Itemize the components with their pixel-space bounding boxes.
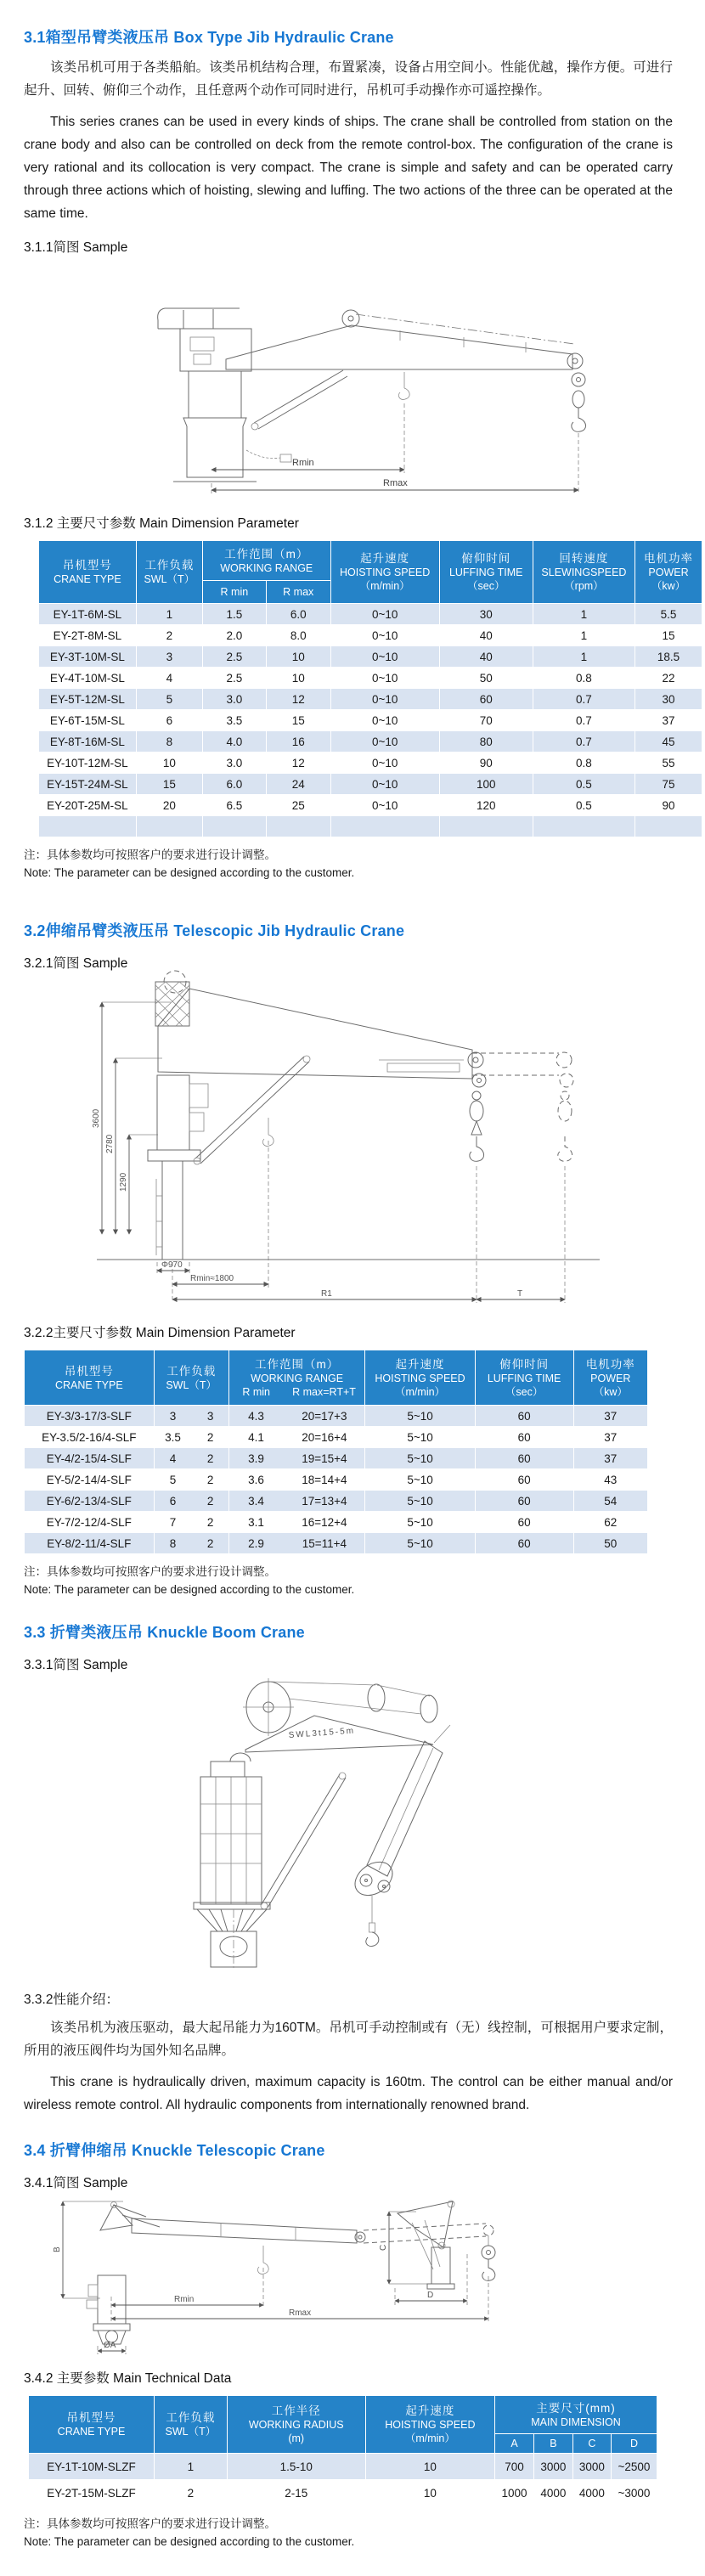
main-dimension-table	[24, 1350, 648, 1554]
note-cn: 注：具体参数均可按照客户的要求进行设计调整。	[24, 848, 276, 861]
knuckle-telescopic-crane-drawing	[51, 2195, 527, 2356]
table-cell: 3000	[533, 2454, 572, 2480]
table-cell: 60	[475, 1448, 573, 1469]
table-cell: EY-6T-15M-SL	[39, 710, 137, 731]
table-cell: 2	[192, 1448, 228, 1469]
dim-label-dia-a: ØA	[104, 2341, 116, 2350]
table-body	[29, 2454, 657, 2506]
knuckle-boom-crane-drawing	[194, 1677, 474, 1974]
col-r-min: R min	[242, 1385, 270, 1398]
table-cell: 6	[136, 710, 202, 731]
table-cell: EY-15T-24M-SL	[39, 774, 137, 795]
main-dimension-table	[38, 540, 702, 837]
table-cell: 37	[573, 1427, 647, 1448]
table-cell: 0~10	[330, 668, 439, 689]
table-header	[25, 1350, 648, 1406]
table-cell: 17=13+4	[284, 1491, 365, 1512]
table-cell: 6.0	[266, 604, 330, 625]
table-cell: 0~10	[330, 625, 439, 646]
table-header	[39, 541, 702, 604]
table-cell: 0.8	[533, 668, 634, 689]
paragraph-en: This series cranes can be used in every kinds of ships. The crane shall be controlled from station on the crane body and also can be controlled on deck from the remote control-box. The configuration of the crane is very rational and its collocation is very compact. The crane is simple and safety and can be operated carry through three actions which of hoisting, slewing and luffing. The two actions of the three can be operated at the same time.	[24, 115, 673, 221]
table-cell: 5~10	[365, 1512, 475, 1533]
table-cell: 19=15+4	[284, 1448, 365, 1469]
sample-heading: 3.3.1简图 Sample	[24, 1658, 128, 1672]
table-body	[25, 1406, 648, 1554]
table-cell: 5~10	[365, 1469, 475, 1491]
table-cell: EY-3.5/2-16/4-SLF	[25, 1427, 155, 1448]
table-cell: EY-20T-25M-SL	[39, 795, 137, 816]
table-cell: 43	[573, 1469, 647, 1491]
table-cell: 4000	[533, 2480, 572, 2506]
table-cell: 37	[573, 1448, 647, 1469]
table-cell: 0~10	[330, 604, 439, 625]
table-cell: 10	[266, 668, 330, 689]
table-cell: 2	[192, 1512, 228, 1533]
table-cell: 5~10	[365, 1406, 475, 1427]
table-cell: 0~10	[330, 710, 439, 731]
table-cell: 5~10	[365, 1427, 475, 1448]
dimension-heading: 3.1.2 主要尺寸参数 Main Dimension Parameter	[24, 516, 299, 531]
sample-heading: 3.1.1简图 Sample	[24, 240, 128, 255]
dim-label-2780: 2780	[105, 1134, 115, 1153]
table-cell: 0.5	[533, 774, 634, 795]
table-cell: 5~10	[365, 1533, 475, 1554]
col-crane-type: 吊机型号 CRANE TYPE	[25, 1350, 155, 1406]
table-cell: 7	[154, 1512, 192, 1533]
table-cell: 75	[635, 774, 702, 795]
table-cell: 20	[136, 795, 202, 816]
sample-heading: 3.2.1简图 Sample	[24, 956, 128, 971]
table-cell: 3.0	[202, 753, 266, 774]
section-title: 3.1箱型吊臂类液压吊 Box Type Jib Hydraulic Crane	[24, 29, 394, 46]
table-cell: EY-7/2-12/4-SLF	[25, 1512, 155, 1533]
performance-en: This crane is hydraulically driven, maximum capacity is 160tm. The control can be either manual and/or wireless remote control. All hydraulic components from internationally renowned brand.	[24, 2075, 673, 2112]
main-technical-data-table	[28, 2395, 657, 2506]
table-cell: 60	[439, 689, 533, 710]
table-cell: EY-4T-10M-SL	[39, 668, 137, 689]
note-en: Note: The parameter can be designed according to the customer.	[24, 1583, 355, 1596]
table-cell: 3000	[572, 2454, 611, 2480]
section-box-type-jib-crane	[24, 25, 694, 882]
sample-heading: 3.4.1简图 Sample	[24, 2176, 128, 2190]
table-cell: 4	[136, 668, 202, 689]
table-cell: 1.5-10	[227, 2454, 365, 2480]
col-power: 电机功率 POWER （kw）	[573, 1350, 647, 1406]
dim-label-1290: 1290	[119, 1172, 128, 1192]
table-cell: 3.6	[228, 1469, 284, 1491]
box-jib-crane-drawing	[99, 259, 625, 501]
section-title: 3.3 折臂类液压吊 Knuckle Boom Crane	[24, 1624, 305, 1641]
table-cell: 18.5	[635, 646, 702, 668]
table-cell: 3	[192, 1406, 228, 1427]
table-row	[39, 710, 702, 731]
table-cell: 0.7	[533, 710, 634, 731]
table-row	[25, 1512, 648, 1533]
dim-label-t: T	[517, 1289, 523, 1299]
table-cell: 10	[365, 2480, 494, 2506]
dim-label-rmin: Rmin	[174, 2295, 195, 2304]
table-cell	[330, 816, 439, 837]
note-cn: 注：具体参数均可按照客户的要求进行设计调整。	[24, 2517, 276, 2530]
table-cell: 20=16+4	[284, 1427, 365, 1448]
table-cell: 8	[136, 731, 202, 753]
dim-label-c: C	[379, 2244, 388, 2251]
table-cell: 30	[439, 604, 533, 625]
table-cell: EY-6/2-13/4-SLF	[25, 1491, 155, 1512]
table-cell: 0~10	[330, 774, 439, 795]
table-cell: 40	[439, 625, 533, 646]
table-cell: 3.5	[154, 1427, 192, 1448]
col-hoisting-speed: 起升速度 HOISTING SPEED （m/min）	[330, 541, 439, 604]
table-row	[25, 1406, 648, 1427]
table-cell	[39, 816, 137, 837]
table-cell: 90	[635, 795, 702, 816]
table-row	[25, 1533, 648, 1554]
table-cell: 50	[439, 668, 533, 689]
table-cell: 30	[635, 689, 702, 710]
table-cell: 50	[573, 1533, 647, 1554]
technical-data-heading: 3.4.2 主要参数 Main Technical Data	[24, 2371, 232, 2386]
table-cell: 10	[136, 753, 202, 774]
dim-label-rmax: Rmax	[383, 478, 408, 488]
table-cell: EY-5/2-14/4-SLF	[25, 1469, 155, 1491]
table-cell: 62	[573, 1512, 647, 1533]
table-cell: 0~10	[330, 753, 439, 774]
note	[24, 846, 674, 882]
table-cell: 2.9	[228, 1533, 284, 1554]
table-cell: 20=17+3	[284, 1406, 365, 1427]
table-row	[39, 774, 702, 795]
dim-label-r1: R1	[321, 1289, 332, 1299]
table-cell: 0~10	[330, 795, 439, 816]
table-cell: 2	[155, 2480, 228, 2506]
table-cell: 60	[475, 1406, 573, 1427]
table-cell: 0~10	[330, 646, 439, 668]
table-cell: 2	[192, 1427, 228, 1448]
table-cell: 24	[266, 774, 330, 795]
table-row	[39, 731, 702, 753]
table-cell: 8.0	[266, 625, 330, 646]
table-cell: 4.1	[228, 1427, 284, 1448]
table-cell: 60	[475, 1512, 573, 1533]
table-cell: 0.5	[533, 795, 634, 816]
table-cell: 5	[154, 1469, 192, 1491]
table-cell: ~3000	[611, 2480, 657, 2506]
table-cell	[533, 816, 634, 837]
table-cell: 55	[635, 753, 702, 774]
table-cell: EY-3/3-17/3-SLF	[25, 1406, 155, 1427]
table-cell: 6	[154, 1491, 192, 1512]
performance-cn: 该类吊机为液压驱动，最大起吊能力为160TM。吊机可手动控制或有（无）线控制，可根据用户要求定制，所用的液压阀件均为国外知名品牌。	[24, 2021, 673, 2058]
table-cell: 12	[266, 689, 330, 710]
table-cell	[136, 816, 202, 837]
table-cell: 15	[635, 625, 702, 646]
table-cell: 4000	[572, 2480, 611, 2506]
col-r-max: R max	[266, 581, 330, 604]
note	[24, 1563, 674, 1598]
table-cell: 10	[365, 2454, 494, 2480]
table-body	[39, 604, 702, 837]
table-cell: 100	[439, 774, 533, 795]
table-row	[25, 1427, 648, 1448]
table-cell: 5.5	[635, 604, 702, 625]
table-cell: 12	[266, 753, 330, 774]
table-row	[39, 646, 702, 668]
table-cell: 2.5	[202, 646, 266, 668]
col-working-range: 工作范围（m） WORKING RANGE	[202, 541, 330, 581]
table-cell: 15=11+4	[284, 1533, 365, 1554]
table-cell: 2	[192, 1491, 228, 1512]
table-cell: 3.9	[228, 1448, 284, 1469]
table-cell: 2	[192, 1469, 228, 1491]
col-power: 电机功率 POWER （kw）	[635, 541, 702, 604]
table-cell: 5	[136, 689, 202, 710]
table-cell: 0.8	[533, 753, 634, 774]
col-dim-a: A	[495, 2434, 534, 2454]
col-luffing-time: 俯仰时间 LUFFING TIME （sec）	[475, 1350, 573, 1406]
col-working-range: 工作范围（m） WORKING RANGE R min R max=RT+T	[228, 1350, 365, 1406]
table-row	[29, 2480, 657, 2506]
table-cell: 80	[439, 731, 533, 753]
table-cell: 4.3	[228, 1406, 284, 1427]
table-cell: 0~10	[330, 689, 439, 710]
table-row	[39, 689, 702, 710]
table-cell: 3.5	[202, 710, 266, 731]
table-row	[39, 816, 702, 837]
table-cell: 16	[266, 731, 330, 753]
table-cell: 25	[266, 795, 330, 816]
col-dim-c: C	[572, 2434, 611, 2454]
table-cell: 1	[533, 604, 634, 625]
table-cell: 1	[136, 604, 202, 625]
table-row	[39, 753, 702, 774]
table-cell: EY-4/2-15/4-SLF	[25, 1448, 155, 1469]
performance-heading: 3.3.2性能介绍：	[24, 1993, 119, 2007]
table-cell: 5~10	[365, 1491, 475, 1512]
col-main-dimension: 主要尺寸(mm) MAIN DIMENSION	[495, 2396, 657, 2434]
col-slewing-speed: 回转速度 SLEWINGSPEED （rpm）	[533, 541, 634, 604]
table-cell: 6.0	[202, 774, 266, 795]
col-hoisting-speed: 起升速度 HOISTING SPEED （m/min）	[365, 1350, 475, 1406]
table-cell	[635, 816, 702, 837]
table-cell: EY-3T-10M-SL	[39, 646, 137, 668]
table-cell: 45	[635, 731, 702, 753]
col-swl: 工作负载 SWL（T）	[155, 2396, 228, 2454]
table-cell: 2.5	[202, 668, 266, 689]
table-cell: 2-15	[227, 2480, 365, 2506]
col-swl: 工作负载 SWL（T）	[154, 1350, 228, 1406]
table-cell: 2	[136, 625, 202, 646]
table-cell: 6.5	[202, 795, 266, 816]
table-row	[25, 1469, 648, 1491]
table-cell	[439, 816, 533, 837]
table-cell: 0~10	[330, 731, 439, 753]
table-cell	[266, 816, 330, 837]
dim-label-dia970: Φ970	[161, 1260, 183, 1270]
col-crane-type: 吊机型号 CRANE TYPE	[39, 541, 137, 604]
section-title: 3.4 折臂伸缩吊 Knuckle Telescopic Crane	[24, 2142, 325, 2159]
dim-label-b: B	[53, 2246, 62, 2252]
table-cell	[202, 816, 266, 837]
dim-label-3600: 3600	[92, 1108, 101, 1128]
table-cell: 1	[155, 2454, 228, 2480]
table-cell: 700	[495, 2454, 534, 2480]
dim-label-rmin: Rmin	[292, 458, 314, 468]
table-cell: 8	[154, 1533, 192, 1554]
section-title: 3.2伸缩吊臂类液压吊 Telescopic Jib Hydraulic Crane	[24, 922, 405, 939]
table-cell: 54	[573, 1491, 647, 1512]
table-cell: 3	[154, 1406, 192, 1427]
table-cell: 120	[439, 795, 533, 816]
col-swl: 工作负载 SWL（T）	[136, 541, 202, 604]
note-en: Note: The parameter can be designed according to the customer.	[24, 866, 355, 879]
telescopic-jib-crane-drawing	[90, 975, 642, 1311]
table-cell: EY-2T-15M-SLZF	[29, 2480, 155, 2506]
note-en: Note: The parameter can be designed according to the customer.	[24, 2535, 355, 2548]
table-cell: 37	[573, 1406, 647, 1427]
col-r-max: R max=RT+T	[292, 1385, 356, 1398]
table-cell: EY-5T-12M-SL	[39, 689, 137, 710]
table-cell: 22	[635, 668, 702, 689]
table-cell: EY-10T-12M-SL	[39, 753, 137, 774]
note-cn: 注：具体参数均可按照客户的要求进行设计调整。	[24, 1565, 276, 1578]
table-cell: EY-2T-8M-SL	[39, 625, 137, 646]
table-cell: 1	[533, 646, 634, 668]
col-working-radius: 工作半径 WORKING RADIUS (m)	[227, 2396, 365, 2454]
boom-swl-label: SWL3t15-5m	[288, 1726, 356, 1740]
table-row	[25, 1491, 648, 1512]
table-cell: 3.1	[228, 1512, 284, 1533]
table-row	[39, 795, 702, 816]
dim-label-rmax: Rmax	[289, 2308, 312, 2318]
col-dim-b: B	[533, 2434, 572, 2454]
table-cell: 2	[192, 1533, 228, 1554]
col-dim-d: D	[611, 2434, 657, 2454]
table-cell: 37	[635, 710, 702, 731]
dimension-heading: 3.2.2主要尺寸参数 Main Dimension Parameter	[24, 1326, 296, 1340]
dim-label-d: D	[427, 2291, 434, 2300]
table-cell: 1	[533, 625, 634, 646]
table-cell: 40	[439, 646, 533, 668]
table-cell: EY-1T-6M-SL	[39, 604, 137, 625]
table-row	[39, 604, 702, 625]
table-cell: EY-1T-10M-SLZF	[29, 2454, 155, 2480]
table-row	[39, 625, 702, 646]
table-cell: EY-8/2-11/4-SLF	[25, 1533, 155, 1554]
table-cell: 5~10	[365, 1448, 475, 1469]
section-knuckle-boom-crane	[24, 1621, 674, 2117]
table-cell: 0.7	[533, 689, 634, 710]
section-knuckle-telescopic-crane	[24, 2139, 674, 2551]
table-cell: 16=12+4	[284, 1512, 365, 1533]
table-cell: 60	[475, 1533, 573, 1554]
table-cell: EY-8T-16M-SL	[39, 731, 137, 753]
dim-label-rmin1800: Rmin≈1800	[190, 1274, 234, 1283]
col-hoisting-speed: 起升速度 HOISTING SPEED （m/min）	[365, 2396, 494, 2454]
col-crane-type: 吊机型号 CRANE TYPE	[29, 2396, 155, 2454]
table-cell: 4.0	[202, 731, 266, 753]
note	[24, 2515, 674, 2551]
table-cell: 3	[136, 646, 202, 668]
table-cell: 1.5	[202, 604, 266, 625]
table-cell: 15	[136, 774, 202, 795]
table-header	[29, 2396, 657, 2454]
table-cell: 3.0	[202, 689, 266, 710]
col-luffing-time: 俯仰时间 LUFFING TIME （sec）	[439, 541, 533, 604]
table-cell: 90	[439, 753, 533, 774]
table-cell: 0.7	[533, 731, 634, 753]
table-cell: 1000	[495, 2480, 534, 2506]
table-cell: 60	[475, 1469, 573, 1491]
paragraph-cn: 该类吊机可用于各类船舶。该类吊机结构合理，布置紧凑，设备占用空间小。性能优越，操作方便。可进行起升、回转、俯仰三个动作，且任意两个动作可同时进行，吊机可手动操作亦可遥控操作。	[24, 60, 673, 98]
table-cell: 18=14+4	[284, 1469, 365, 1491]
table-cell: 15	[266, 710, 330, 731]
table-cell: 10	[266, 646, 330, 668]
col-r-min: R min	[202, 581, 266, 604]
table-cell: 60	[475, 1491, 573, 1512]
table-row	[39, 668, 702, 689]
table-cell: 2.0	[202, 625, 266, 646]
table-cell: 70	[439, 710, 533, 731]
table-cell: 4	[154, 1448, 192, 1469]
table-cell: ~2500	[611, 2454, 657, 2480]
section-telescopic-jib-crane	[24, 919, 674, 1598]
table-row	[25, 1448, 648, 1469]
table-row	[29, 2454, 657, 2480]
table-cell: 60	[475, 1427, 573, 1448]
table-cell: 3.4	[228, 1491, 284, 1512]
